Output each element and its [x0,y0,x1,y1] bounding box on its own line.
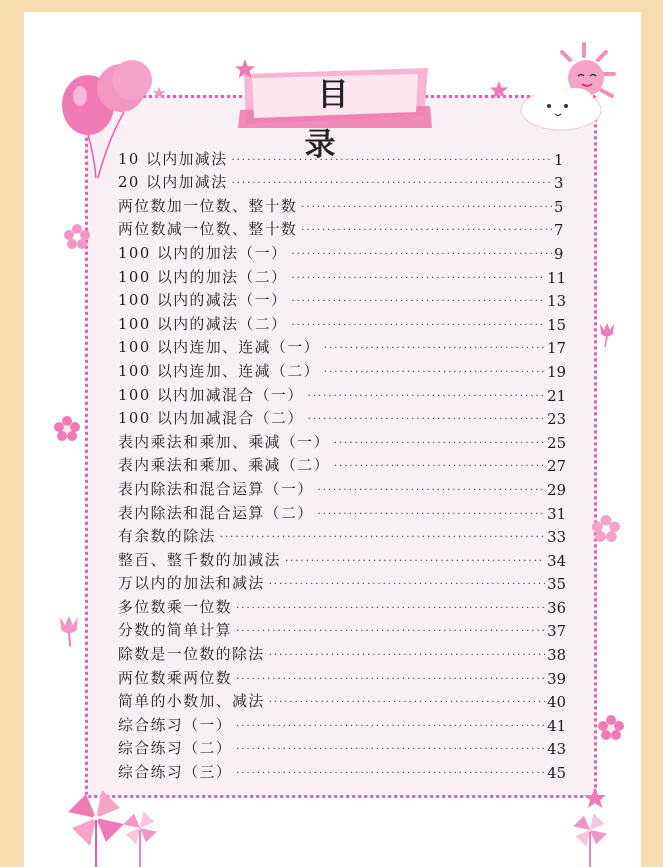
toc-entry-page: 7 [554,222,564,240]
toc-entry[interactable] [118,405,566,429]
toc-leader-dots [324,343,545,354]
toc-entry[interactable] [118,381,566,405]
toc-entry[interactable] [118,452,566,476]
toc-leader-dots [291,320,545,331]
toc-entry-page: 39 [547,670,566,688]
star-icon [234,58,256,80]
toc-leader-dots [324,367,545,378]
toc-entry[interactable] [118,546,566,570]
toc-entry[interactable] [118,758,566,782]
toc-leader-dots [232,178,552,189]
toc-entry-title: 万以内的加法和减法 [118,575,265,593]
toc-entry[interactable] [118,475,566,499]
pinwheel-icon [570,810,610,867]
toc-entry[interactable] [118,310,566,334]
toc-entry-page: 21 [547,387,566,405]
toc-leader-dots [291,249,552,260]
toc-leader-dots [236,721,545,732]
cloud-icon [516,78,616,133]
toc-entry-page: 1 [554,151,564,169]
toc-entry-title: 分数的简单计算 [118,622,233,640]
toc-entry-page: 23 [547,411,566,429]
toc-entry[interactable] [118,499,566,523]
toc-entry-title: 100 以内加减混合（一） [118,386,304,404]
toc-leader-dots [308,391,546,402]
toc-entry[interactable] [118,617,566,641]
toc-entry-title: 综合练习（二） [118,740,233,758]
toc-entry-page: 27 [547,458,566,476]
toc-entry[interactable] [118,688,566,712]
toc-entry-page: 31 [547,505,566,523]
toc-leader-dots [318,485,546,496]
toc-entry[interactable] [118,239,566,263]
toc-entry[interactable] [118,169,566,193]
star-icon [489,80,509,100]
toc-entry[interactable] [118,664,566,688]
flower-icon [54,416,80,442]
toc-entry-title: 多位数乘一位数 [118,598,233,616]
toc-entry[interactable] [118,287,566,311]
toc-entry-title: 10 以内加减法 [118,150,228,168]
toc-entry-title: 100 以内的减法（一） [118,292,288,310]
toc-entry-page: 9 [554,245,564,263]
toc-entry-title: 表内除法和混合运算（二） [118,504,314,522]
toc-leader-dots [232,155,552,166]
toc-entry-page: 45 [547,765,566,783]
flower-icon [592,515,620,543]
toc-entry-title: 有余数的除法 [118,528,216,546]
toc-leader-dots [236,603,545,614]
toc-leader-dots [334,461,545,472]
toc-leader-dots [269,579,545,590]
page-title: 目 录 [304,77,375,163]
toc-entry-title: 100 以内的加法（二） [118,268,288,286]
toc-leader-dots [291,296,545,307]
flower-icon [598,715,624,741]
toc-entry-title: 简单的小数加、减法 [118,693,265,711]
toc-entry[interactable] [118,735,566,759]
toc-entry-title: 100 以内的减法（二） [118,315,288,333]
toc-leader-dots [236,768,545,779]
star-icon [152,86,166,100]
toc-entry-title: 20 以内加减法 [118,174,228,192]
toc-entry-title: 100 以内加减混合（二） [118,410,304,428]
toc-entry-title: 两位数减一位数、整十数 [118,221,298,239]
toc-entry[interactable] [118,334,566,358]
toc-entry-title: 100 以内连加、连减（二） [118,362,320,380]
toc-entry-page: 19 [547,363,566,381]
toc-entry[interactable] [118,711,566,735]
toc-leader-dots [269,697,545,708]
toc-entry-page: 5 [554,198,564,216]
toc-leader-dots [285,556,545,567]
toc-leader-dots [269,650,545,661]
toc-entry-title: 整百、整千数的加减法 [118,551,281,569]
toc-entry-title: 表内乘法和乘加、乘减（一） [118,433,330,451]
tulip-icon [596,320,618,348]
toc-entry-page: 33 [547,529,566,547]
toc-entry-title: 100 以内的加法（一） [118,244,288,262]
toc-entry-page: 40 [547,694,566,712]
star-icon [583,786,607,810]
toc-entry[interactable] [118,640,566,664]
toc-leader-dots [220,532,545,543]
toc-entry-page: 41 [547,717,566,735]
flower-icon [64,224,90,250]
toc-entry-title: 100 以内连加、连减（一） [118,339,320,357]
toc-entry-page: 25 [547,434,566,452]
toc-entry-title: 表内乘法和乘加、乘减（二） [118,457,330,475]
toc-entry-title: 两位数乘两位数 [118,669,233,687]
toc-entry-title: 除数是一位数的除法 [118,646,265,664]
toc-leader-dots [236,626,545,637]
toc-entry[interactable] [118,216,566,240]
toc-leader-dots [308,414,546,425]
toc-entry-page: 13 [547,293,566,311]
toc-entry-title: 综合练习（一） [118,716,233,734]
toc-entry[interactable] [118,145,566,169]
toc-entry-page: 38 [547,647,566,665]
toc-leader-dots [318,509,546,520]
toc-entry[interactable] [118,192,566,216]
toc-leader-dots [291,273,545,284]
tulip-icon [54,612,84,648]
toc-entry[interactable] [118,428,566,452]
toc-entry[interactable] [118,523,566,547]
table-of-contents [118,145,566,782]
toc-entry[interactable] [118,570,566,594]
toc-entry-page: 3 [554,175,564,193]
toc-leader-dots [334,438,545,449]
toc-entry-page: 36 [547,599,566,617]
toc-entry[interactable] [118,593,566,617]
toc-leader-dots [236,674,545,685]
toc-entry[interactable] [118,357,566,381]
toc-entry-title: 表内除法和混合运算（一） [118,480,314,498]
toc-entry-page: 15 [547,316,566,334]
toc-entry-page: 11 [547,269,566,287]
toc-leader-dots [236,744,545,755]
toc-entry-title: 两位数加一位数、整十数 [118,197,298,215]
toc-leader-dots [301,202,552,213]
toc-entry-page: 43 [547,741,566,759]
toc-entry-page: 37 [547,623,566,641]
toc-entry-page: 34 [547,552,566,570]
toc-leader-dots [301,225,552,236]
toc-entry-page: 35 [547,576,566,594]
toc-entry[interactable] [118,263,566,287]
pinwheel-icon [66,790,162,867]
toc-entry-title: 综合练习（三） [118,764,233,782]
toc-entry-page: 29 [547,481,566,499]
toc-entry-page: 17 [547,340,566,358]
